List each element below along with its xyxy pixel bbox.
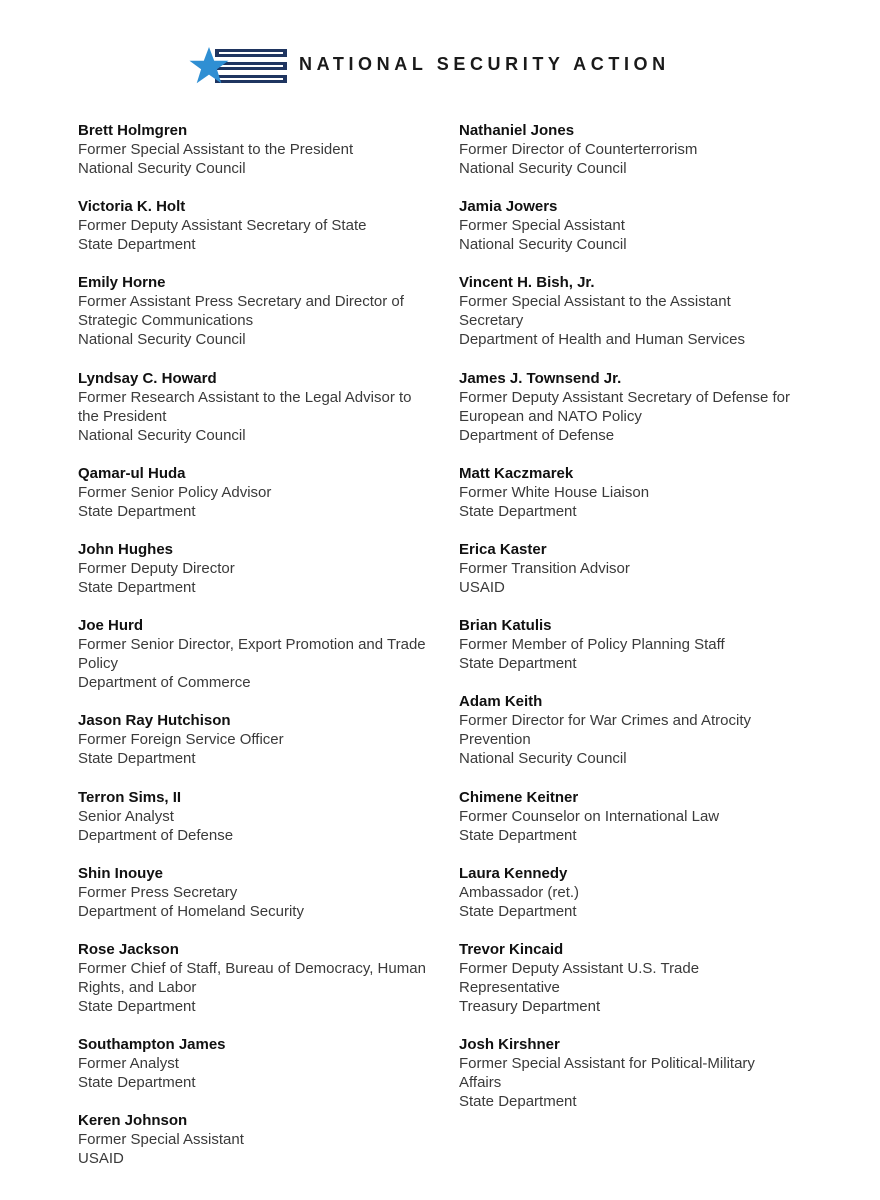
signatory-name: Shin Inouye <box>78 864 164 882</box>
signatory-title: Former Director of Counterterrorism <box>459 141 698 158</box>
signatory-title: Former Senior Director, Export Promotion and Trade <box>78 636 426 654</box>
signatory-organization: State Department <box>459 826 577 844</box>
signatory-title: Former Foreign Service Officer <box>78 731 284 749</box>
signatory-organization: Department of Defense <box>78 826 234 844</box>
signatory-title: Former Special Assistant to the Assistant <box>459 293 731 311</box>
signatory-name: Brett Holmgren <box>78 122 188 139</box>
signatory-name: John Hughes <box>78 540 174 558</box>
signatory-name: Southampton James <box>78 1036 226 1054</box>
signatory-name: Nathaniel Jones <box>459 122 575 139</box>
signatory-title: the President <box>78 407 167 425</box>
signatory-entry <box>459 464 819 521</box>
signatory-title: Former White House Liaison <box>459 483 650 501</box>
signatory-name: Vincent H. Bish, Jr. <box>459 274 595 292</box>
signatory-name: Trevor Kincaid <box>459 940 564 958</box>
signatory-organization: Department of Defense <box>459 426 615 444</box>
signatory-organization: State Department <box>78 502 196 520</box>
signatory-organization: Department of Homeland Security <box>78 902 304 920</box>
signatory-name: Brian Katulis <box>459 617 552 635</box>
signatory-organization: National Security Council <box>459 160 627 177</box>
signatory-title: Former Member of Policy Planning Staff <box>459 636 725 654</box>
signatory-title: Former Special Assistant for Political-Military <box>459 1055 755 1073</box>
signatory-entry <box>459 369 819 445</box>
signatory-name: Josh Kirshner <box>459 1036 560 1054</box>
signatory-title: Policy <box>78 655 119 673</box>
signatory-title: Former Counselor on International Law <box>459 807 720 825</box>
signatory-organization: National Security Council <box>78 331 246 349</box>
signatory-organization: Department of Health and Human Services <box>459 331 745 349</box>
signatory-title: Strategic Communications <box>78 312 254 330</box>
signatory-organization: National Security Council <box>78 426 246 444</box>
signatory-entry <box>78 464 448 521</box>
signatory-organization: State Department <box>459 1093 577 1111</box>
organization-name: NATIONAL SECURITY ACTION <box>299 54 670 74</box>
signatory-entry <box>78 540 448 597</box>
signatory-organization: National Security Council <box>78 160 246 177</box>
signatory-organization: State Department <box>78 236 196 254</box>
signatory-name: Victoria K. Holt <box>78 198 186 216</box>
signatory-title: Former Special Assistant to the President <box>78 141 354 158</box>
signatory-title: Former Director for War Crimes and Atrocity <box>459 712 751 730</box>
signatory-organization: Treasury Department <box>459 997 601 1015</box>
signatory-organization: State Department <box>78 1074 196 1092</box>
signatory-name: Emily Horne <box>78 274 166 292</box>
signatory-entry <box>78 616 448 692</box>
signatory-title: Former Deputy Assistant Secretary of Defense for <box>459 388 790 406</box>
signatory-name: James J. Townsend Jr. <box>459 369 622 387</box>
signatory-title: Ambassador (ret.) <box>459 883 580 901</box>
signatory-entry <box>459 788 819 845</box>
signatory-title: Former Transition Advisor <box>459 559 630 577</box>
signatory-entry <box>459 692 819 768</box>
signatory-organization: State Department <box>78 578 196 596</box>
signatory-organization: State Department <box>459 902 577 920</box>
page-header <box>0 42 880 88</box>
signatory-column-right <box>459 121 819 1130</box>
signatory-entry <box>78 1035 448 1092</box>
signatory-entry <box>459 273 819 349</box>
signatory-entry <box>78 864 448 921</box>
signatory-name: Jamia Jowers <box>459 198 558 216</box>
signatory-title: Former Deputy Assistant Secretary of State <box>78 217 367 235</box>
signatory-entry <box>78 273 448 349</box>
signatory-name: Qamar-ul Huda <box>78 464 186 482</box>
signatory-title: Former Senior Policy Advisor <box>78 483 272 501</box>
signatory-name: Terron Sims, II <box>78 788 182 806</box>
signatory-organization: State Department <box>459 502 577 520</box>
signatory-name: Keren Johnson <box>78 1112 188 1130</box>
signatory-title: Former Deputy Director <box>78 559 235 577</box>
signatory-organization: State Department <box>78 997 196 1015</box>
star-stripes-logo-icon <box>189 46 287 86</box>
signatory-entry <box>78 711 448 768</box>
signatory-organization: National Security Council <box>459 236 627 254</box>
signatory-title: Former Special Assistant <box>459 217 625 235</box>
signatory-title: Former Assistant Press Secretary and Director of <box>78 293 404 311</box>
signatory-entry <box>459 197 819 254</box>
signatory-entry <box>459 121 819 178</box>
signatory-title: Affairs <box>459 1074 502 1092</box>
signatory-title: Prevention <box>459 731 531 749</box>
signatory-entry <box>78 1111 448 1168</box>
signatory-entry <box>78 940 448 1016</box>
signatory-organization: USAID <box>78 1150 124 1168</box>
signatory-name: Adam Keith <box>459 693 543 711</box>
signatory-name: Jason Ray Hutchison <box>78 712 231 730</box>
signatory-title: Representative <box>459 978 560 996</box>
signatory-organization: National Security Council <box>459 750 627 768</box>
signatory-entry <box>78 197 448 254</box>
signatory-title: Rights, and Labor <box>78 978 197 996</box>
signatory-organization: USAID <box>459 578 505 596</box>
signatory-entry <box>459 616 819 673</box>
signatory-title: Former Analyst <box>78 1055 179 1073</box>
signatory-organization: Department of Commerce <box>78 674 251 692</box>
signatory-entry <box>459 540 819 597</box>
signatory-name: Rose Jackson <box>78 940 179 958</box>
signatory-name: Laura Kennedy <box>459 864 568 882</box>
signatory-organization: State Department <box>78 750 196 768</box>
signatory-name: Joe Hurd <box>78 617 144 635</box>
signatory-title: Secretary <box>459 312 524 330</box>
signatory-title: Former Research Assistant to the Legal Advisor to <box>78 388 412 406</box>
signatory-entry <box>459 940 819 1016</box>
signatory-organization: State Department <box>459 655 577 673</box>
signatory-entry <box>78 121 448 178</box>
signatory-entry <box>459 1035 819 1111</box>
signatory-title: Former Chief of Staff, Bureau of Democracy, Human <box>78 959 426 977</box>
signatory-title: Former Special Assistant <box>78 1131 244 1149</box>
signatory-column-left <box>78 121 448 1187</box>
signatory-entry <box>459 864 819 921</box>
signatory-title: Former Press Secretary <box>78 883 238 901</box>
signatory-title: European and NATO Policy <box>459 407 642 425</box>
signatory-name: Chimene Keitner <box>459 788 579 806</box>
signatory-title: Former Deputy Assistant U.S. Trade <box>459 959 700 977</box>
signatory-name: Erica Kaster <box>459 540 547 558</box>
signatory-name: Matt Kaczmarek <box>459 464 574 482</box>
signatory-entry <box>78 788 448 845</box>
signatory-title: Senior Analyst <box>78 807 174 825</box>
signatory-entry <box>78 369 448 445</box>
signatory-name: Lyndsay C. Howard <box>78 369 217 387</box>
